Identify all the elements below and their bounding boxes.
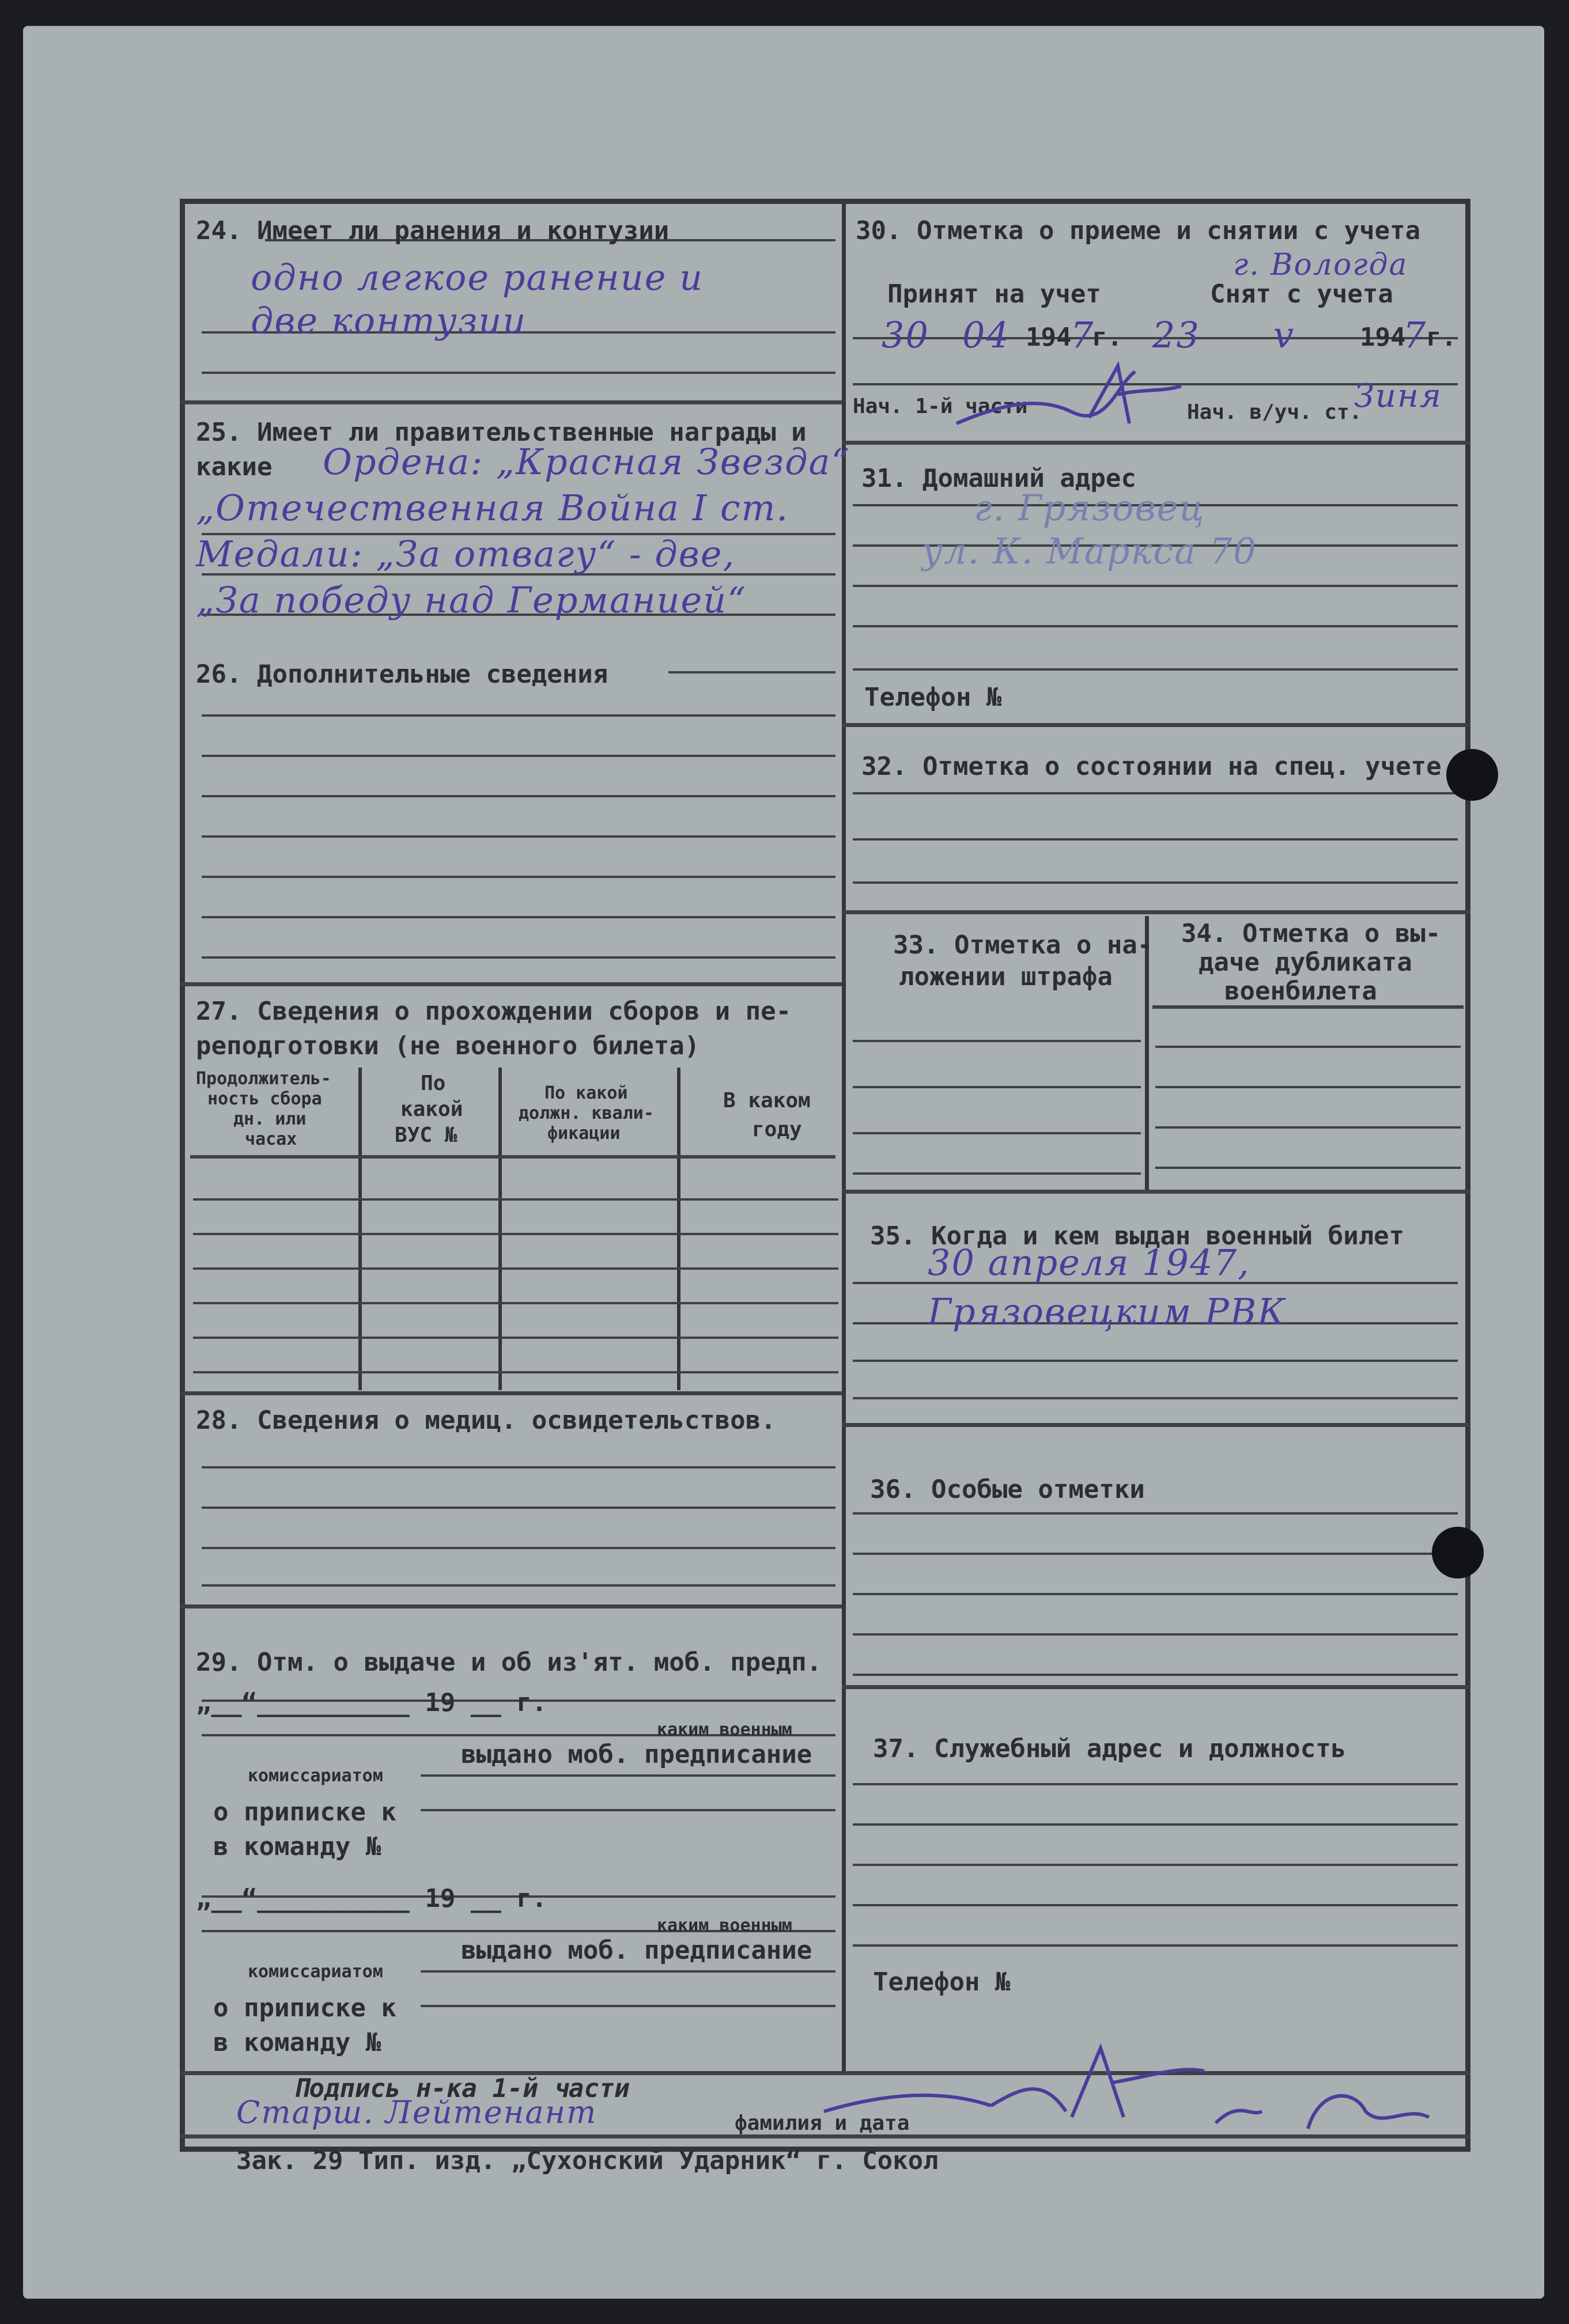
- field-29-commissariat-2: комиссариатом: [248, 1962, 383, 1982]
- field-35-answer-line2: Грязовецким РВК: [928, 1290, 1287, 1333]
- field-29-by-whom-2: каким военным: [657, 1916, 792, 1936]
- field-35-label: 35. Когда и кем выдан военный билет: [870, 1221, 1405, 1251]
- table-27-col3-header-l2: должн. квали-: [519, 1103, 654, 1123]
- ruled-line: [853, 1823, 1458, 1826]
- ruled-line: [853, 1040, 1141, 1042]
- ruled-line: [202, 755, 835, 757]
- field-29-date-line-2: „__“__________ 19 __ г.: [196, 1884, 547, 1913]
- field-36-label: 36. Особые отметки: [870, 1475, 1145, 1504]
- table-header-border: [190, 1155, 835, 1159]
- field-30-removed-month: v: [1273, 314, 1295, 356]
- field-29-assigned-2: о приписке к: [213, 1993, 396, 2023]
- ruled-line: [853, 1172, 1141, 1175]
- ruled-line: [202, 795, 835, 797]
- divider-27-col2: [498, 1068, 502, 1390]
- ruled-line: [1155, 1046, 1461, 1048]
- section-border: [842, 910, 1470, 914]
- signature-field-30: [945, 360, 1187, 435]
- field-30-chief-2-signature: Зиня: [1354, 377, 1442, 415]
- ruled-line: [421, 1970, 835, 1973]
- section-border: [842, 1190, 1470, 1194]
- field-27-label-line2: реподготовки (не военного билета): [196, 1031, 700, 1061]
- section-border: [842, 723, 1470, 727]
- ruled-line: [853, 1553, 1458, 1555]
- ruled-line: [1155, 1086, 1461, 1088]
- field-28-label: 28. Сведения о медиц. освидетельствов.: [196, 1406, 776, 1435]
- ruled-line: [193, 1233, 838, 1235]
- field-30-removed-label: Снят с учета: [1210, 279, 1393, 309]
- table-27-col2-header-l3: ВУС №: [395, 1123, 458, 1147]
- field-29-commissariat-1: комиссариатом: [248, 1766, 383, 1786]
- field-31-label: 31. Домашний адрес: [861, 464, 1136, 493]
- ruled-line: [853, 1904, 1458, 1906]
- field-25-label-line1: 25. Имеет ли правительственные награды и: [196, 418, 807, 447]
- divider-27-col1: [358, 1068, 362, 1390]
- field-34-label-line2: даче дубликата: [1199, 948, 1412, 977]
- field-30-accepted-g: г.: [1092, 323, 1122, 352]
- table-27-col2-header-l1: По: [421, 1072, 446, 1095]
- ruled-line: [1155, 1126, 1461, 1129]
- ruled-line: [853, 881, 1458, 884]
- ruled-line: [853, 1633, 1458, 1636]
- ruled-line: [202, 916, 835, 918]
- ruled-line: [853, 585, 1458, 587]
- field-34-label-line1: 34. Отметка о вы-: [1181, 919, 1441, 948]
- ruled-line: [202, 372, 835, 374]
- section-border: [842, 441, 1470, 445]
- field-26-label: 26. Дополнительные сведения: [196, 660, 608, 689]
- ruled-line: [853, 1944, 1458, 1947]
- field-27-label-line1: 27. Сведения о прохождении сборов и пе-: [196, 997, 792, 1026]
- field-35-answer-line1: 30 апреля 1947,: [928, 1242, 1250, 1284]
- ruled-line: [202, 1466, 835, 1468]
- signature-rank: Старш. Лейтенант: [236, 2094, 598, 2130]
- ruled-line: [202, 1507, 835, 1509]
- field-29-label: 29. Отм. о выдаче и об из'ят. моб. предп.: [196, 1648, 822, 1677]
- ruled-line: [202, 876, 835, 878]
- ruled-line: [421, 2005, 835, 2007]
- section-border: [180, 1604, 842, 1608]
- table-27-col1-header-l1: Продолжитель-: [196, 1069, 331, 1089]
- ruled-line: [853, 625, 1458, 627]
- field-31-address-line2: ул. К. Маркса 70: [922, 530, 1257, 572]
- table-27-col1-header-l4: часах: [245, 1129, 297, 1149]
- field-24-answer-line2: две контузии: [251, 300, 527, 342]
- ruled-line: [853, 1593, 1458, 1595]
- field-31-address-line1: г. Грязовец: [974, 487, 1205, 529]
- ruled-line: [853, 1086, 1141, 1088]
- ruled-line: [668, 671, 835, 673]
- field-31-phone-label: Телефон №: [864, 683, 1002, 712]
- table-27-col3-header-l3: фикации: [547, 1123, 621, 1144]
- table-27-col3-header-l1: По какой: [545, 1083, 628, 1103]
- ruled-line: [193, 1371, 838, 1373]
- printer-imprint: Зак. 29 Тип. изд. „Сухонский Ударник“ г. Сокол: [236, 2146, 939, 2175]
- field-30-accepted-label: Принят на учет: [887, 279, 1101, 309]
- signature-label: Подпись н-ка 1-й части: [294, 2074, 630, 2103]
- field-25-answer-line4: „За победу над Германией“: [196, 579, 747, 621]
- field-30-removed-day: 23: [1152, 314, 1200, 356]
- table-27-col1-header-l3: дн. или: [233, 1109, 307, 1129]
- ruled-line: [853, 1397, 1458, 1399]
- table-27-col4-header-l1: В каком: [723, 1089, 811, 1112]
- field-30-label: 30. Отметка о приеме и снятии с учета: [856, 216, 1421, 245]
- field-33-label-line1: 33. Отметка о на-: [893, 930, 1153, 960]
- divider-27-col3: [677, 1068, 680, 1390]
- document-sheet: [23, 26, 1544, 2299]
- field-29-team-2: в команду №: [213, 2028, 381, 2057]
- section-border: [842, 1685, 1470, 1689]
- ruled-line: [853, 1674, 1458, 1676]
- ruled-line: [853, 668, 1458, 671]
- ruled-line: [853, 792, 1458, 794]
- field-37-label: 37. Служебный адрес и должность: [873, 1734, 1347, 1763]
- field-25-answer-line2: „Отечественная Война I ст.: [196, 487, 789, 529]
- field-30-chief-1: Нач. 1-й части: [853, 395, 1028, 418]
- ruled-line: [193, 1302, 838, 1304]
- signature-footer: [801, 2031, 1452, 2146]
- field-25-answer-line1: Ордена: „Красная Звезда“: [323, 441, 851, 483]
- punch-hole-bottom: [1432, 1527, 1484, 1579]
- ruled-line: [853, 1360, 1458, 1362]
- ruled-line: [193, 1198, 838, 1201]
- field-37-phone-label: Телефон №: [873, 1967, 1011, 1997]
- field-24-answer-line1: одно легкое ранение и: [251, 256, 704, 298]
- section-border: [842, 1423, 1470, 1427]
- ruled-line: [202, 714, 835, 717]
- ruled-line: [193, 1337, 838, 1339]
- section-border: [180, 400, 842, 404]
- ruled-line: [421, 1809, 835, 1811]
- field-30-accepted-month: 04: [962, 314, 1010, 356]
- field-30-removed-year: 194: [1360, 323, 1406, 352]
- ruled-line: [1155, 1167, 1461, 1169]
- ruled-line: [853, 838, 1458, 841]
- punch-hole-top: [1446, 749, 1498, 801]
- field-34-label-line3: военбилета: [1224, 976, 1377, 1006]
- ruled-line: [193, 1267, 838, 1270]
- field-24-label: 24. Имеет ли ранения и контузии: [196, 216, 670, 245]
- field-25-label-line2: какие: [196, 452, 273, 482]
- ruled-line: [202, 1584, 835, 1587]
- field-29-by-whom-1: каким военным: [657, 1720, 792, 1740]
- name-date-label: фамилия и дата: [735, 2111, 910, 2135]
- field-29-date-line-1: „__“__________ 19 __ г.: [196, 1688, 547, 1717]
- field-30-accepted-year-digit: 7: [1071, 314, 1095, 356]
- field-29-issued-1: выдано моб. предписание: [461, 1740, 812, 1769]
- table-27-col2-header-l2: какой: [400, 1097, 463, 1121]
- ruled-line: [421, 1774, 835, 1777]
- ruled-line: [202, 956, 835, 959]
- field-30-chief-2: Нач. в/уч. ст.: [1187, 400, 1362, 424]
- section-border: [180, 982, 842, 986]
- field-29-team-1: в команду №: [213, 1832, 381, 1861]
- field-32-label: 32. Отметка о состоянии на спец. учете: [861, 752, 1442, 781]
- field-29-assigned-1: о приписке к: [213, 1797, 396, 1827]
- table-27-col1-header-l2: ность сбора: [207, 1089, 322, 1109]
- field-30-removed-g: г.: [1426, 323, 1457, 352]
- field-30-accepted-day: 30: [882, 314, 929, 356]
- field-30-removed-year-digit: 7: [1403, 314, 1427, 356]
- ruled-line: [853, 1512, 1458, 1515]
- field-33-label-line2: ложении штрафа: [899, 962, 1113, 991]
- ruled-line: [853, 1132, 1141, 1134]
- field-30-removed-city: г. Вологда: [1233, 248, 1408, 282]
- ruled-line: [202, 1547, 835, 1549]
- table-27-col4-header-l2: году: [752, 1118, 802, 1141]
- ruled-line: [202, 835, 835, 838]
- ruled-line: [853, 1864, 1458, 1866]
- ruled-line: [853, 1783, 1458, 1785]
- field-25-answer-line3: Медали: „За отвагу“ - две,: [196, 533, 736, 575]
- field-30-accepted-year: 194: [1026, 323, 1072, 352]
- section-border: [180, 1391, 842, 1395]
- field-29-issued-2: выдано моб. предписание: [461, 1936, 812, 1965]
